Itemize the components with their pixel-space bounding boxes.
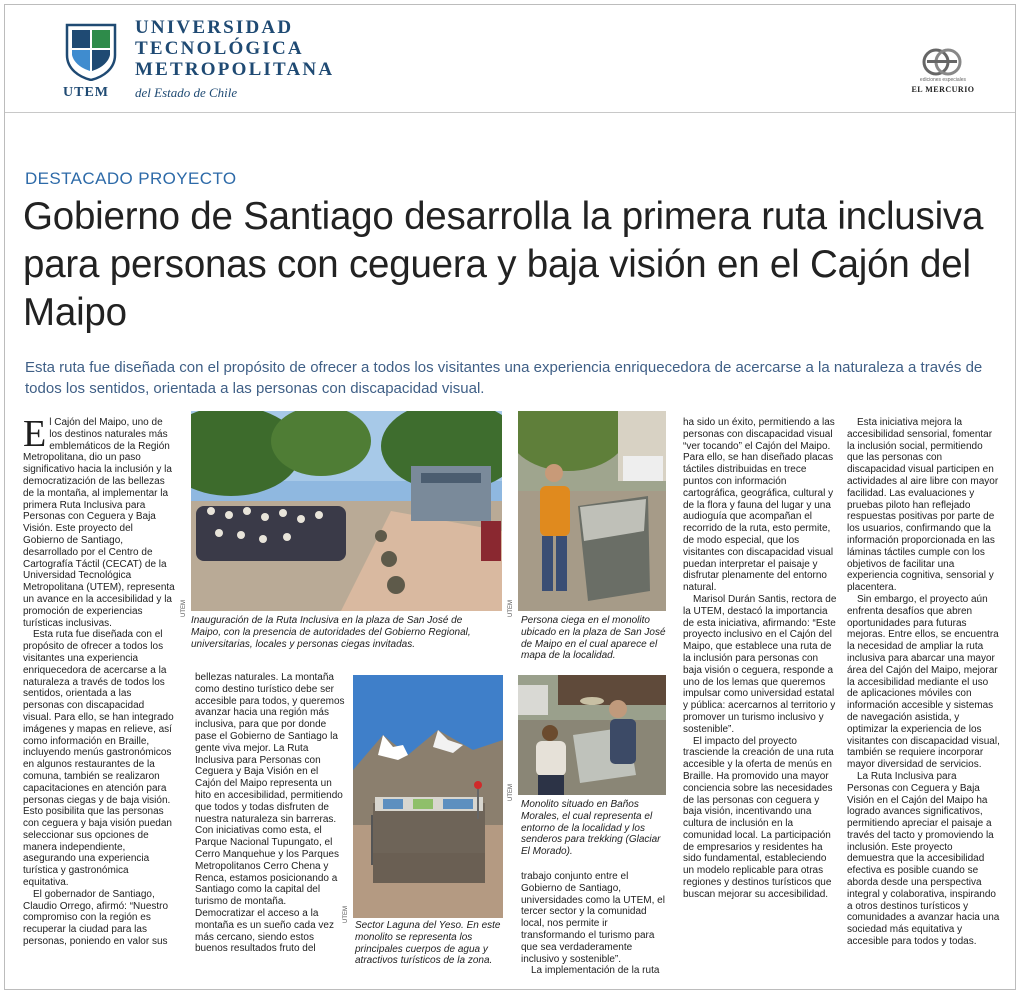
photo-credit: UTEM <box>181 600 187 617</box>
paragraph: El impacto del proyecto trasciende la creación de una ruta accesible y la oferta de menús en Braille. Ha promovido una mayor conciencia sobre las necesidades de las personas con ceguera y baja visión, incentivando una cultura de inclusión en la comunidad local. La participación de empresarios y residentes ha sido fundamental, estableciendo un modelo replicable para otras regiones y destinos turísticos que buscan mejorar su accesibilidad. <box>683 735 834 900</box>
paragraph: El gobernador de Santiago, Claudio Orrego, afirmó: “Nuestro compromiso con la región es recuperar la ciudad para las personas, poniendo en valor sus <box>23 888 169 948</box>
photo-credit: UTEM <box>343 906 349 923</box>
text-column-4 <box>521 871 671 977</box>
article-deck: Esta ruta fue diseñada con el propósito de ofrecer a todos los visitantes una experiencia enriquecedora de acercarse a la naturaleza a través de todos los sentidos, orientada a las personas con discapacidad visual. <box>25 359 983 397</box>
utem-label: UTEM <box>63 85 109 100</box>
paragraph: Esta ruta fue diseñada con el propósito de ofrecer a todos los visitantes una experiencia enriquecedora de acercarse a la naturaleza a través de todos los sentidos, orientada a las personas con discapacidad visual. Para ello, se han integrado imágenes y mapas en relieve, así como información en Braille, incluyendo menús gastronómicos en algunos restaurantes de la comuna, también se realizaron capacitaciones en atención para personas ciegas y de baja visión. Esto posibilita que las personas con ceguera y baja visión puedan seleccionar sus opciones de manera independiente, asegurando una experiencia turística y gastronómica equitativa. <box>23 629 174 889</box>
photo-caption-inauguration: Inauguración de la Ruta Inclusiva en la plaza de San José de Maipo, con la presencia de autoridades del Gobierno Regional, universitarias, locales y personas ciegas invitadas. <box>191 615 471 650</box>
paragraph: Marisol Durán Santis, rectora de la UTEM, destacó la importancia de esta iniciativa, afirmando: “Este proyecto inclusivo en el Cajón del Maipo, que establece una ruta de la inclusión para personas con baja visión o ceguera, responde a uno de los lemas que queremos impulsar como universidad estatal y pública: acercarnos al territorio y promover un turismo inclusivo y sostenible”. <box>683 593 837 735</box>
partner-small-label: ediciones especiales <box>919 77 967 83</box>
photo-banos-morales <box>518 675 666 795</box>
text-column-6 <box>847 417 1001 948</box>
ediciones-especiales-logo-icon <box>921 47 963 77</box>
newspaper-page <box>4 4 1016 990</box>
university-line-3: METROPOLITANA <box>135 59 335 80</box>
partner-name: EL MERCURIO <box>911 85 975 94</box>
photo-credit: UTEM <box>508 600 514 617</box>
article-headline: Gobierno de Santiago desarrolla la primera ruta inclusiva para personas con ceguera y baja visión en el Cajón del Maipo <box>23 195 984 334</box>
university-line-1: UNIVERSIDAD <box>135 17 294 38</box>
text-column-2 <box>195 672 345 955</box>
paragraph: Sin embargo, el proyecto aún enfrenta desafíos que abren oportunidades para futuras mejoras. Entre ellos, se encuentra la necesidad de ampliar la ruta inclusiva para abarcar una mayor área del Cajón del Maipo, mejorar la accesibilidad mediante el uso de aplicaciones móviles con información accesible y sistemas de navegación asistida, y optimizar la experiencia de los visitantes con discapacidad visual, también se requiere incorporar mayor diversidad de servicios. <box>847 593 1000 771</box>
photo-caption-blind-person: Persona ciega en el monolito ubicado en la plaza de San José de Maipo en el cual aparece el mapa de la localidad. <box>521 615 666 662</box>
photo-caption-laguna-del-yeso: Sector Laguna del Yeso. En este monolito se representa los principales cuerpos de agua y atractivos turísticos de la zona. <box>355 920 501 967</box>
article-kicker: DESTACADO PROYECTO <box>25 169 237 188</box>
paragraph: bellezas naturales. La montaña como destino turístico debe ser accesible para todos, y queremos avanzar hacia una región más inclusiva, para que por donde pase el Gobierno de Santiago la gente viva mejor. La Ruta Inclusiva para Personas con Ceguera y Baja Visión en el Cajón del Maipo representa un hito en accesibilidad, permitiendo que todos y todas disfruten de nuestra naturaleza sin barreras. Con iniciativas como esta, el Parque Nacional Tupungato, el Cerro Manquehue y los Parques Metropolitanos Cerro Chena y Renca, estamos posicionando a Santiago como la capital del turismo de montaña. Democratizar el acceso a la montaña es un sueño cada vez más cercano, siendo estos buenos resultados fruto del <box>195 672 345 955</box>
utem-shield-icon <box>65 23 117 81</box>
masthead <box>5 5 1015 113</box>
university-name <box>135 17 334 80</box>
text-column-1 <box>23 413 175 948</box>
photo-inauguration <box>191 411 502 611</box>
paragraph: El Cajón del Maipo, uno de los destinos naturales más emblemáticos de la Región Metropolitana, dio un paso significativo hacia la inclusión y la democratización de las bellezas de la montaña, al implementar la primera Ruta Inclusiva para Personas con Ceguera y Baja Visión. Este proyecto del Gobierno de Santiago, desarrollado por el Centro de Cartografía Táctil (CECAT) de la Universidad Tecnológica Metropolitana (UTEM), representa un avance en la accesibilidad y la promoción de experiencias turísticas inclusivas. <box>23 413 175 629</box>
photo-laguna-del-yeso <box>353 675 503 918</box>
paragraph: ha sido un éxito, permitiendo a las personas con discapacidad visual “ver tocando” el Cajón del Maipo. Para ello, se han diseñado placas táctiles distribuidas en trece puntos con información cartográfica, geográfica, cultural y de la flora y fauna del lugar y una audioguía que acompañan el recorrido de la ruta, esto permite, de modo especial, que los visitantes con discapacidad visual puedan interpretar el paisaje y disfrutar plenamente del entorno natural. <box>683 417 835 594</box>
photo-credit: UTEM <box>508 784 514 801</box>
university-subtitle: del Estado de Chile <box>135 85 238 100</box>
paragraph: La Ruta Inclusiva para Personas con Ceguera y Baja Visión en el Cajón del Maipo ha logrado avances significativos, permitiendo apreciar el paisaje a través del tacto y promoviendo la inclusión. Este proyecto demuestra que la accesibilidad efectiva es posible cuando se aborda desde una perspectiva integral y colaborativa, inspirando a otros destinos turísticos y comunidades a avanzar hacia una sociedad más equitativa y accesible para todos y todas. <box>847 770 1000 948</box>
text-column-5 <box>683 417 837 901</box>
paragraph: trabajo conjunto entre el Gobierno de Santiago, universidades como la UTEM, el tercer sector y la comunidad local, nos permite ir transformando el turismo para que sea verdaderamente inclusivo y sostenible”. <box>521 871 665 965</box>
photo-blind-person-monolith <box>518 411 666 611</box>
paragraph: Esta iniciativa mejora la accesibilidad sensorial, fomentar la inclusión social, permitiendo que las personas con discapacidad visual participen en actividades al aire libre con mayor facilidad. Las evaluaciones y pruebas piloto han reflejado respuestas positivas por parte de los usuarios, confirmando que la información proporcionada en las láminas táctiles cumple con los objetivos de facilitar una experiencia cognitiva, sensorial y placentera. <box>847 417 999 594</box>
paragraph: La implementación de la ruta <box>531 965 660 977</box>
drop-cap: E <box>23 413 47 455</box>
photo-caption-banos-morales: Monolito situado en Baños Morales, el cual representa el entorno de la localidad y los senderos para trekking (Glaciar El Morado). <box>521 799 661 858</box>
university-line-2: TECNOLÓGICA <box>135 38 304 59</box>
